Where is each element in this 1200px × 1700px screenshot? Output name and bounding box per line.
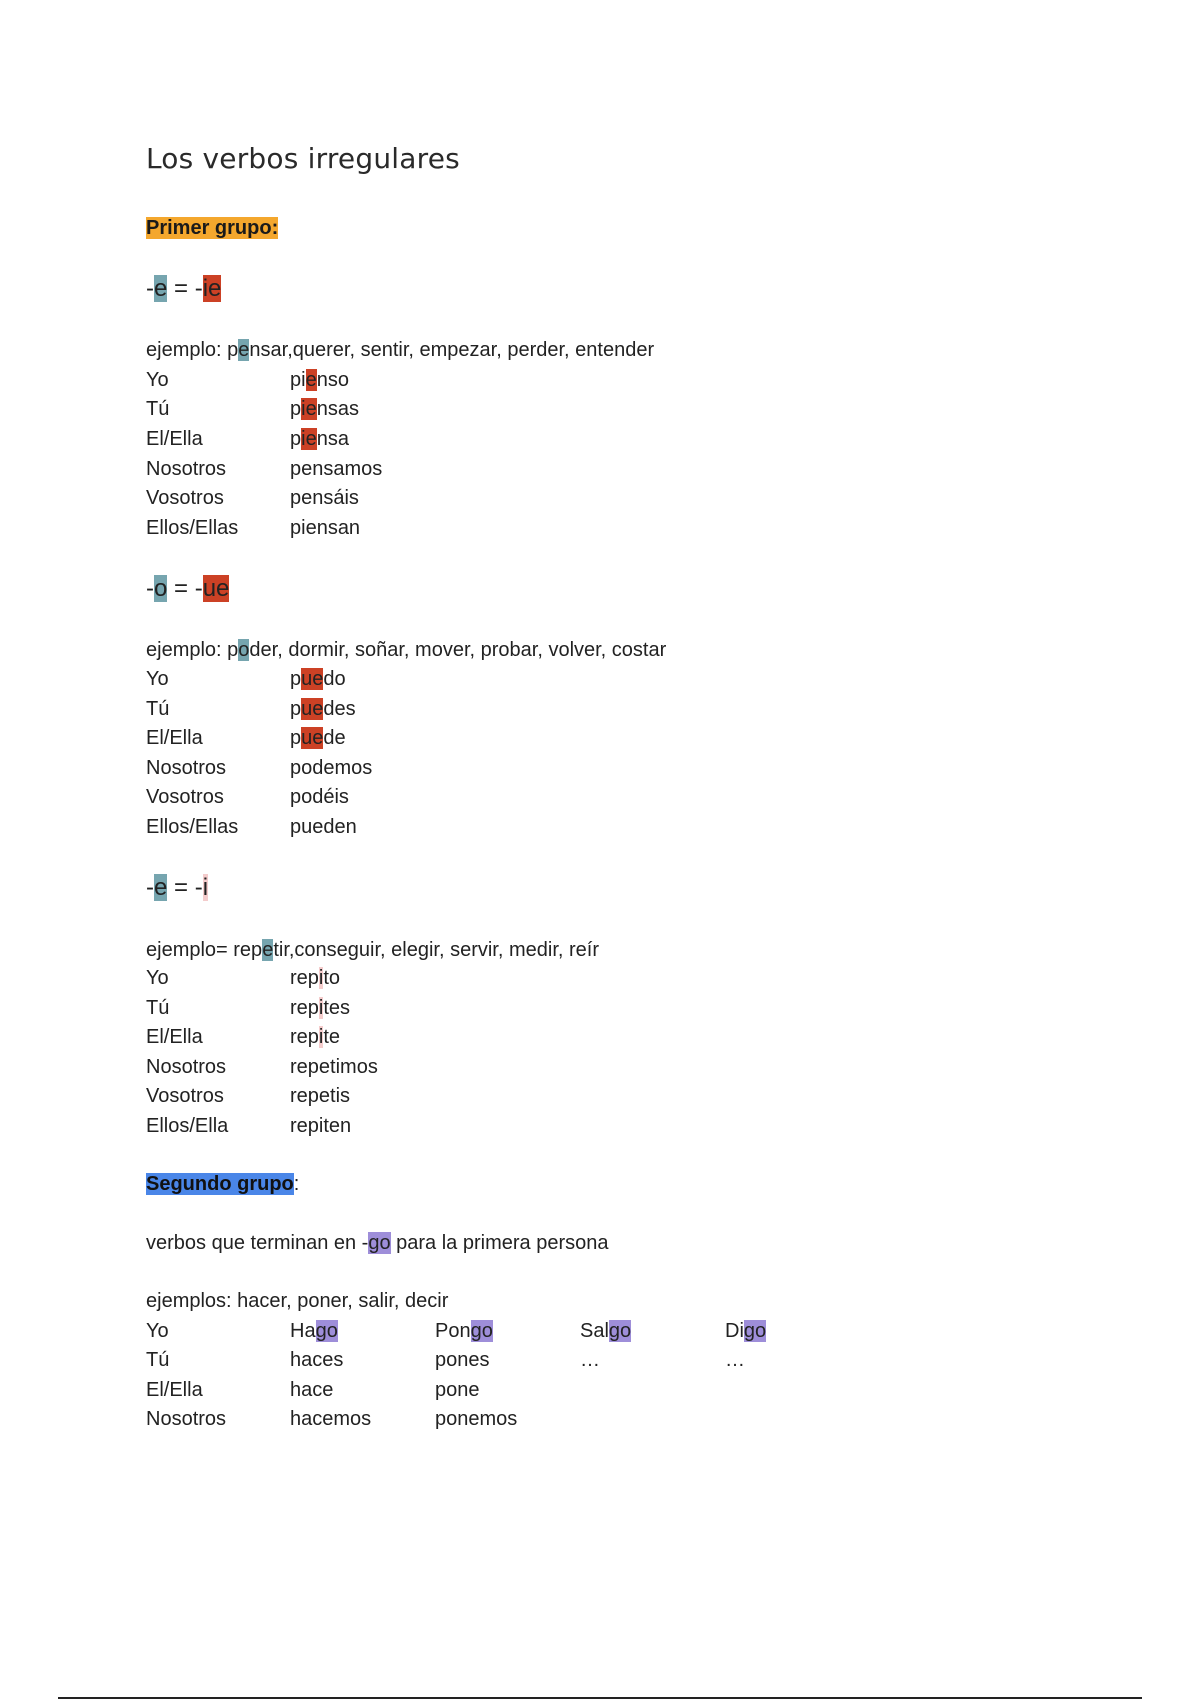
verb-form: repiten — [290, 1115, 352, 1137]
group1-label-text: Primer grupo: — [146, 217, 279, 239]
rule-text: - — [146, 275, 154, 302]
verb-form: piensan — [290, 517, 361, 539]
example-highlight: e — [262, 939, 274, 961]
verb-form: Pongo — [435, 1320, 493, 1342]
verb-form: pensamos — [290, 458, 383, 480]
description-text: para la primera persona — [390, 1232, 609, 1254]
group2-label-text: Segundo grupo — [146, 1173, 294, 1195]
verb-form: Salgo — [580, 1320, 632, 1342]
example-line — [146, 636, 666, 664]
pronoun: Yo — [146, 967, 169, 989]
verb-form: haces — [290, 1349, 344, 1371]
example-text: der, dormir, soñar, mover, probar, volver, costar — [249, 639, 667, 661]
verb-form: podéis — [290, 786, 349, 808]
rule-stem-vowel: e — [154, 874, 168, 901]
verb-form: pones — [435, 1349, 490, 1371]
verb-form: Hago — [290, 1320, 338, 1342]
pronoun: Ellos/Ellas — [146, 517, 239, 539]
description-highlight: go — [368, 1232, 391, 1254]
verb-form: Digo — [725, 1320, 767, 1342]
verb-form: ponemos — [435, 1408, 518, 1430]
example-line: ejemplos: hacer, poner, salir, decir — [146, 1290, 449, 1312]
example-text: tir,conseguir, elegir, servir, medir, reír — [273, 939, 599, 961]
pronoun: Tú — [146, 698, 170, 720]
example-text: ejemplo: p — [146, 339, 239, 361]
pronoun: Tú — [146, 398, 170, 420]
page-title: Los verbos irregulares — [146, 142, 460, 175]
verb-form: hacemos — [290, 1408, 372, 1430]
verb-form: … — [580, 1349, 600, 1371]
example-text: ejemplo= rep — [146, 939, 263, 961]
page-bottom-rule — [58, 1697, 1142, 1699]
description-text: verbos que terminan en - — [146, 1232, 369, 1254]
verb-form: piensas — [290, 398, 359, 420]
verb-form: pensáis — [290, 487, 359, 509]
group2-label-suffix: : — [293, 1173, 300, 1195]
rule-text: = - — [167, 275, 203, 302]
rule-text: - — [146, 874, 154, 901]
pronoun: Yo — [146, 369, 169, 391]
pronoun: El/Ella — [146, 428, 203, 450]
rule-changed-vowel: ie — [202, 275, 222, 302]
group1-label — [146, 214, 278, 242]
verb-form: pienso — [290, 369, 349, 391]
pronoun: Ellos/Ellas — [146, 816, 239, 838]
pronoun: El/Ella — [146, 727, 203, 749]
verb-form: hace — [290, 1379, 334, 1401]
pronoun: El/Ella — [146, 1379, 203, 1401]
pronoun: Vosotros — [146, 786, 224, 808]
pronoun: Nosotros — [146, 757, 227, 779]
example-text: ejemplo: p — [146, 639, 239, 661]
verb-form: repetimos — [290, 1056, 378, 1078]
verb-form: puedo — [290, 668, 346, 690]
verb-form: repites — [290, 997, 351, 1019]
pronoun: Vosotros — [146, 487, 224, 509]
verb-form: pueden — [290, 816, 357, 838]
example-line — [146, 936, 599, 964]
pronoun: Ellos/Ella — [146, 1115, 229, 1137]
pronoun: Nosotros — [146, 458, 227, 480]
rule-stem-vowel: o — [154, 575, 168, 602]
rule-changed-vowel: ue — [202, 575, 230, 602]
pronoun: Tú — [146, 1349, 170, 1371]
example-text: nsar,querer, sentir, empezar, perder, entender — [249, 339, 655, 361]
pronoun: El/Ella — [146, 1026, 203, 1048]
rule-changed-vowel: i — [202, 874, 209, 901]
verb-form: … — [725, 1349, 745, 1371]
pronoun: Vosotros — [146, 1085, 224, 1107]
pronoun: Tú — [146, 997, 170, 1019]
pronoun: Yo — [146, 1320, 169, 1342]
rule-text: = - — [167, 874, 203, 901]
rule-text: - — [146, 575, 154, 602]
example-highlight: o — [238, 639, 250, 661]
verb-form: pone — [435, 1379, 480, 1401]
verb-form: podemos — [290, 757, 373, 779]
verb-form: puedes — [290, 698, 356, 720]
pronoun: Yo — [146, 668, 169, 690]
verb-form: repetis — [290, 1085, 351, 1107]
rule-stem-vowel: e — [154, 275, 168, 302]
example-highlight: e — [238, 339, 250, 361]
example-line — [146, 336, 654, 364]
rule-o-ue — [146, 572, 229, 606]
group2-label — [146, 1170, 299, 1198]
verb-form: puede — [290, 727, 346, 749]
verb-form: repite — [290, 1026, 341, 1048]
rule-e-i — [146, 871, 208, 905]
rule-text: = - — [167, 575, 203, 602]
verb-form: piensa — [290, 428, 349, 450]
group2-description — [146, 1229, 608, 1257]
pronoun: Nosotros — [146, 1408, 227, 1430]
pronoun: Nosotros — [146, 1056, 227, 1078]
rule-e-ie — [146, 272, 221, 306]
verb-form: repito — [290, 967, 341, 989]
